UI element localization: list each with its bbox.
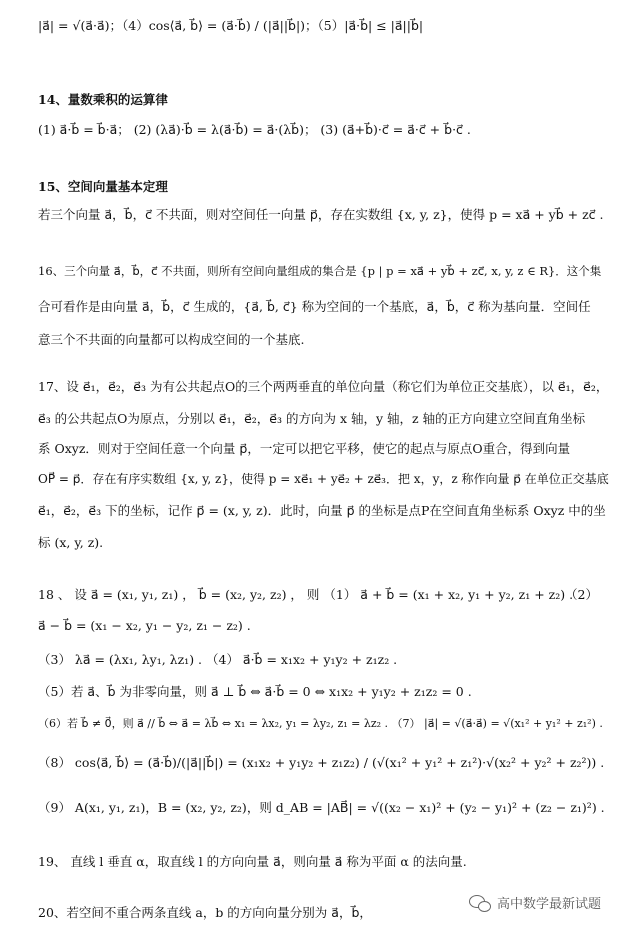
text-line: 17、设 e⃗₁，e⃗₂，e⃗₃ 为有公共起点O的三个两两垂直的单位向量（称它们为单位正交基底），以 e⃗₁，e⃗₂， bbox=[38, 379, 609, 394]
text-line: （9） A(x₁, y₁, z₁)，B = (x₂, y₂, z₂)，则 d_AB = |AB⃗| = √((x₂ − x₁)² + (y₂ − y₁)² + (z₂ − z₁)²) . bbox=[38, 800, 605, 815]
text-line: （5）若 a⃗、b⃗ 为非零向量，则 a⃗ ⊥ b⃗ ⇔ a⃗·b⃗ = 0 ⇔ x₁x₂ + y₁y₂ + z₁z₂ = 0 . bbox=[38, 684, 472, 699]
text-line: |a⃗| = √(a⃗·a⃗)；（4）cos⟨a⃗, b⃗⟩ = (a⃗·b⃗) / (|a⃗||b⃗|)；（5）|a⃗·b⃗| ≤ |a⃗||b⃗| bbox=[38, 18, 424, 33]
text-line: 标 (x, y, z). bbox=[38, 535, 104, 550]
text-line: e⃗₁，e⃗₂，e⃗₃ 下的坐标，记作 p⃗ = (x, y, z)．此时，向量 p⃗ 的坐标是点P在空间直角坐标系 Oxyz 中的坐 bbox=[38, 503, 606, 518]
watermark-text: 高中数学最新试题 bbox=[496, 897, 601, 912]
text-line: （6）若 b⃗ ≠ 0⃗，则 a⃗ // b⃗ ⇔ a⃗ = λb⃗ ⇔ x₁ = λx₂, y₁ = λy₂, z₁ = λz₂ . （7） |a⃗| = √(a⃗·a⃗) = √(x₁² + y₁² + z₁²) . bbox=[38, 717, 603, 730]
text-line: 18 、 设 a⃗ = (x₁, y₁, z₁) ， b⃗ = (x₂, y₂, z₂) ， 则 （1） a⃗ + b⃗ = (x₁ + x₂, y₁ + y₂, z₁ + z₂) . bbox=[38, 587, 574, 602]
text-line: 意三个不共面的向量都可以构成空间的一个基底. bbox=[38, 332, 305, 347]
section-heading: 14、量数乘积的运算律 bbox=[38, 92, 168, 107]
wechat-icon bbox=[469, 894, 491, 912]
text-line: a⃗ − b⃗ = (x₁ − x₂, y₁ − y₂, z₁ − z₂) . bbox=[38, 618, 251, 633]
text-line: 19、 直线 l 垂直 α，取直线 l 的方向向量 a⃗，则向量 a⃗ 称为平面 α 的法向量. bbox=[38, 854, 467, 869]
text-line: （8） cos⟨a⃗, b⃗⟩ = (a⃗·b⃗)/(|a⃗||b⃗|) = (x₁x₂ + y₁y₂ + z₁z₂) / (√(x₁² + y₁² + z₁²)·√(x₂² + y₂² + z₂²)) . bbox=[38, 755, 605, 770]
text-line: (1) a⃗·b⃗ = b⃗·a⃗； (2) (λa⃗)·b⃗ = λ(a⃗·b⃗) = a⃗·(λb⃗)； (3) (a⃗+b⃗)·c⃗ = a⃗·c⃗ + b⃗·c⃗ . bbox=[38, 122, 471, 137]
text-line: 若三个向量 a⃗，b⃗，c⃗ 不共面，则对空间任一向量 p⃗，存在实数组 {x, y, z}，使得 p = xa⃗ + yb⃗ + zc⃗ . bbox=[38, 207, 604, 222]
text-line: 20、若空间不重合两条直线 a，b 的方向向量分别为 a⃗，b⃗， bbox=[38, 905, 372, 920]
text-line: 系 Oxyz．则对于空间任意一个向量 p⃗，一定可以把它平移，使它的起点与原点O重合，得到向量 bbox=[38, 441, 571, 456]
section-heading: 15、空间向量基本定理 bbox=[38, 179, 168, 194]
text-line: （3） λa⃗ = (λx₁, λy₁, λz₁) . （4） a⃗·b⃗ = x₁x₂ + y₁y₂ + z₁z₂ . bbox=[38, 652, 398, 667]
text-line: 合可看作是由向量 a⃗，b⃗，c⃗ 生成的，{a⃗, b⃗, c⃗} 称为空间的一个基底，a⃗，b⃗，c⃗ 称为基向量．空间任 bbox=[38, 299, 591, 314]
watermark bbox=[469, 893, 601, 912]
text-line: 16、三个向量 a⃗，b⃗，c⃗ 不共面，则所有空间向量组成的集合是 {p | p = xa⃗ + yb⃗ + zc⃗, x, y, z ∈ R}．这个集 bbox=[38, 264, 602, 278]
item-18-2-label: （2） bbox=[565, 587, 598, 602]
text-line: e⃗₃ 的公共起点O为原点，分别以 e⃗₁，e⃗₂，e⃗₃ 的方向为 x 轴，y 轴，z 轴的正方向建立空间直角坐标 bbox=[38, 411, 586, 426]
text-line: OP⃗ = p⃗．存在有序实数组 {x, y, z}，使得 p = xe⃗₁ + ye⃗₂ + ze⃗₃．把 x，y，z 称作向量 p⃗ 在单位正交基底 bbox=[38, 472, 609, 486]
